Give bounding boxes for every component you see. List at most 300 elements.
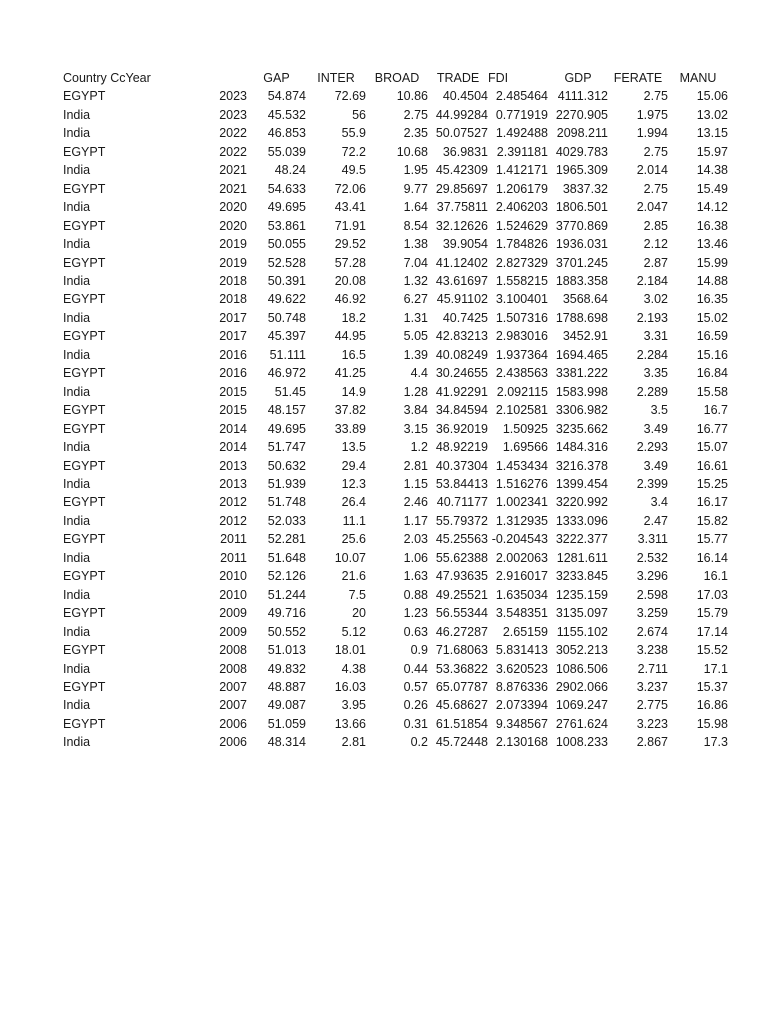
cell-country: India [63, 550, 91, 565]
cell-trade: 45.42309 [435, 163, 488, 178]
cell-gdp: 1086.506 [555, 661, 608, 676]
cell-gap: 51.059 [267, 716, 306, 731]
cell-country: EGYPT [63, 144, 106, 159]
cell-broad: 0.63 [403, 624, 428, 639]
cell-fdi: 1.412171 [495, 163, 548, 178]
cell-fdi: -0.204543 [491, 532, 548, 547]
cell-fdi: 1.69566 [502, 440, 548, 455]
cell-ferate: 2.867 [636, 735, 668, 750]
cell-ferate: 2.598 [636, 587, 668, 602]
table-row [63, 401, 728, 419]
cell-ferate: 3.238 [636, 643, 668, 658]
cell-year: 2021 [219, 163, 247, 178]
cell-inter: 21.6 [341, 569, 366, 584]
cell-manu: 15.49 [696, 181, 728, 196]
cell-ferate: 2.014 [636, 163, 668, 178]
cell-inter: 16.5 [341, 347, 366, 362]
cell-inter: 14.9 [341, 384, 366, 399]
cell-fdi: 1.50925 [502, 421, 548, 436]
cell-ferate: 2.184 [636, 273, 668, 288]
cell-gap: 52.126 [267, 569, 306, 584]
cell-inter: 25.6 [341, 532, 366, 547]
cell-inter: 2.81 [341, 735, 366, 750]
cell-fdi: 1.206179 [495, 181, 548, 196]
cell-country: EGYPT [63, 458, 106, 473]
cell-gap: 52.033 [267, 513, 306, 528]
table-row [63, 420, 728, 438]
table-row [63, 198, 728, 216]
cell-fdi: 2.485464 [495, 89, 548, 104]
cell-gap: 48.887 [267, 679, 306, 694]
cell-manu: 15.99 [696, 255, 728, 270]
cell-broad: 0.31 [403, 716, 428, 731]
cell-year: 2015 [219, 384, 247, 399]
cell-country: EGYPT [63, 292, 106, 307]
cell-manu: 15.82 [696, 513, 728, 528]
cell-manu: 13.46 [696, 237, 728, 252]
cell-year: 2022 [219, 144, 247, 159]
cell-gdp: 3135.097 [555, 606, 608, 621]
cell-country: EGYPT [63, 181, 106, 196]
cell-trade: 29.85697 [435, 181, 488, 196]
table-row [63, 254, 728, 272]
cell-manu: 16.17 [696, 495, 728, 510]
cell-manu: 15.52 [696, 643, 728, 658]
cell-trade: 53.36822 [435, 661, 488, 676]
cell-gap: 54.874 [267, 89, 306, 104]
cell-ferate: 2.289 [636, 384, 668, 399]
cell-inter: 49.5 [341, 163, 366, 178]
cell-trade: 49.25521 [435, 587, 488, 602]
cell-fdi: 1.635034 [495, 587, 548, 602]
cell-broad: 0.44 [403, 661, 428, 676]
cell-trade: 32.12626 [435, 218, 488, 233]
cell-year: 2012 [219, 495, 247, 510]
cell-gdp: 3306.982 [555, 403, 608, 418]
cell-fdi: 3.548351 [495, 606, 548, 621]
cell-gdp: 4111.312 [557, 89, 608, 104]
cell-country: EGYPT [63, 679, 106, 694]
cell-trade: 36.92019 [435, 421, 488, 436]
cell-ferate: 2.399 [636, 476, 668, 491]
cell-manu: 16.1 [703, 569, 728, 584]
cell-ferate: 2.75 [643, 89, 668, 104]
table-row [63, 715, 728, 733]
cell-year: 2014 [219, 440, 247, 455]
table-row [63, 143, 728, 161]
cell-gap: 55.039 [267, 144, 306, 159]
cell-gap: 51.013 [267, 643, 306, 658]
cell-gap: 52.528 [267, 255, 306, 270]
cell-ferate: 2.711 [637, 661, 668, 676]
cell-manu: 14.38 [696, 163, 728, 178]
table-row [63, 383, 728, 401]
table-row [63, 327, 728, 345]
cell-year: 2016 [219, 347, 247, 362]
cell-inter: 41.25 [334, 366, 366, 381]
cell-ferate: 2.775 [636, 698, 668, 713]
cell-gap: 51.748 [267, 495, 306, 510]
cell-gap: 48.314 [267, 735, 306, 750]
table-row [63, 641, 728, 659]
cell-gap: 45.397 [267, 329, 306, 344]
cell-gdp: 3452.91 [562, 329, 608, 344]
cell-manu: 16.77 [696, 421, 728, 436]
table-body [63, 87, 728, 751]
cell-trade: 55.79372 [435, 513, 488, 528]
cell-gdp: 3052.213 [555, 643, 608, 658]
cell-year: 2020 [219, 200, 247, 215]
table-row [63, 217, 728, 235]
cell-manu: 16.86 [696, 698, 728, 713]
cell-gap: 50.055 [267, 237, 306, 252]
header-broad: BROAD [374, 71, 420, 85]
cell-fdi: 3.100401 [495, 292, 548, 307]
cell-country: EGYPT [63, 403, 106, 418]
header-country: Country [63, 71, 107, 85]
table-row [63, 660, 728, 678]
cell-fdi: 0.771919 [495, 107, 548, 122]
table-row [63, 161, 728, 179]
table-row [63, 678, 728, 696]
cell-year: 2017 [219, 329, 247, 344]
cell-manu: 16.61 [696, 458, 728, 473]
cell-year: 2019 [219, 255, 247, 270]
cell-gdp: 2098.211 [556, 126, 608, 141]
cell-ferate: 3.223 [636, 716, 668, 731]
cell-broad: 6.27 [403, 292, 428, 307]
cell-broad: 1.95 [403, 163, 428, 178]
header-ccyear: CcYear [110, 71, 151, 85]
cell-ferate: 3.259 [636, 606, 668, 621]
cell-gap: 51.747 [267, 440, 306, 455]
cell-trade: 47.93635 [435, 569, 488, 584]
cell-year: 2020 [219, 218, 247, 233]
cell-gap: 51.648 [267, 550, 306, 565]
cell-trade: 40.4504 [442, 89, 488, 104]
cell-inter: 71.91 [334, 218, 366, 233]
cell-country: EGYPT [63, 329, 106, 344]
cell-country: India [63, 735, 91, 750]
cell-fdi: 2.983016 [495, 329, 548, 344]
cell-broad: 1.64 [403, 200, 428, 215]
cell-country: India [63, 476, 91, 491]
cell-country: EGYPT [63, 366, 106, 381]
cell-broad: 3.84 [403, 403, 428, 418]
cell-trade: 50.07527 [435, 126, 488, 141]
cell-broad: 1.31 [403, 310, 428, 325]
cell-gdp: 1155.102 [556, 624, 608, 639]
cell-trade: 48.92219 [435, 440, 488, 455]
cell-gap: 48.24 [274, 163, 306, 178]
cell-fdi: 2.406203 [495, 200, 548, 215]
cell-fdi: 2.130168 [495, 735, 548, 750]
cell-gap: 51.45 [274, 384, 306, 399]
cell-year: 2010 [219, 587, 247, 602]
cell-broad: 1.32 [403, 273, 428, 288]
cell-fdi: 2.073394 [495, 698, 548, 713]
cell-broad: 1.06 [403, 550, 428, 565]
cell-gdp: 2902.066 [555, 679, 608, 694]
cell-gdp: 3837.32 [562, 181, 608, 196]
cell-year: 2018 [219, 292, 247, 307]
cell-trade: 42.83213 [435, 329, 488, 344]
cell-gdp: 3216.378 [555, 458, 608, 473]
cell-country: EGYPT [63, 606, 106, 621]
cell-year: 2021 [219, 181, 247, 196]
cell-ferate: 3.237 [636, 679, 668, 694]
table-row [63, 87, 728, 105]
cell-fdi: 1.453434 [495, 458, 548, 473]
data-table [63, 69, 728, 752]
cell-year: 2008 [219, 661, 247, 676]
cell-fdi: 1.784826 [495, 237, 548, 252]
cell-gap: 50.748 [267, 310, 306, 325]
cell-broad: 0.88 [403, 587, 428, 602]
cell-inter: 20 [352, 606, 366, 621]
cell-year: 2023 [219, 89, 247, 104]
cell-gdp: 1936.031 [555, 237, 608, 252]
cell-gdp: 3222.377 [555, 532, 608, 547]
cell-trade: 45.72448 [435, 735, 488, 750]
cell-ferate: 1.975 [636, 107, 668, 122]
cell-gdp: 1583.998 [555, 384, 608, 399]
cell-manu: 16.38 [696, 218, 728, 233]
cell-country: India [63, 107, 91, 122]
cell-year: 2006 [219, 735, 247, 750]
cell-manu: 14.88 [696, 273, 728, 288]
cell-trade: 41.12402 [435, 255, 488, 270]
cell-country: India [63, 347, 91, 362]
cell-year: 2019 [219, 237, 247, 252]
cell-inter: 20.08 [334, 273, 366, 288]
cell-broad: 0.26 [403, 698, 428, 713]
cell-manu: 17.3 [703, 735, 728, 750]
cell-fdi: 5.831413 [495, 643, 548, 658]
cell-manu: 16.84 [696, 366, 728, 381]
cell-ferate: 2.75 [643, 144, 668, 159]
cell-fdi: 3.620523 [495, 661, 548, 676]
cell-trade: 36.9831 [442, 144, 488, 159]
cell-manu: 15.16 [696, 347, 728, 362]
cell-ferate: 3.35 [643, 366, 668, 381]
cell-trade: 40.37304 [435, 458, 488, 473]
cell-manu: 17.03 [696, 587, 728, 602]
cell-ferate: 2.85 [643, 218, 668, 233]
cell-gdp: 1806.501 [555, 200, 608, 215]
cell-gap: 45.532 [267, 107, 306, 122]
cell-broad: 2.35 [403, 126, 428, 141]
cell-fdi: 1.516276 [495, 476, 548, 491]
cell-broad: 2.75 [403, 107, 428, 122]
table-row [63, 623, 728, 641]
cell-country: India [63, 163, 91, 178]
table-row [63, 604, 728, 622]
cell-year: 2013 [219, 458, 247, 473]
cell-gdp: 3701.245 [555, 255, 608, 270]
cell-inter: 55.9 [341, 126, 366, 141]
cell-trade: 43.61697 [435, 273, 488, 288]
cell-broad: 3.15 [403, 421, 428, 436]
cell-country: EGYPT [63, 218, 106, 233]
cell-gap: 52.281 [267, 532, 306, 547]
cell-ferate: 2.284 [636, 347, 668, 362]
cell-manu: 13.02 [696, 107, 728, 122]
cell-inter: 4.38 [341, 661, 366, 676]
cell-gap: 49.716 [267, 606, 306, 621]
cell-gdp: 1694.465 [555, 347, 608, 362]
cell-country: India [63, 237, 91, 252]
table-row [63, 549, 728, 567]
cell-inter: 46.92 [334, 292, 366, 307]
cell-gdp: 1008.233 [555, 735, 608, 750]
cell-gap: 53.861 [267, 218, 306, 233]
cell-gap: 49.695 [267, 200, 306, 215]
cell-gdp: 3235.662 [555, 421, 608, 436]
header-manu: MANU [679, 71, 717, 85]
cell-gdp: 3568.64 [562, 292, 608, 307]
cell-fdi: 1.937364 [495, 347, 548, 362]
cell-fdi: 1.558215 [495, 273, 548, 288]
cell-gdp: 3220.992 [555, 495, 608, 510]
cell-ferate: 3.31 [643, 329, 668, 344]
cell-year: 2015 [219, 403, 247, 418]
cell-manu: 14.12 [696, 200, 728, 215]
cell-broad: 10.86 [396, 89, 428, 104]
cell-broad: 1.23 [403, 606, 428, 621]
cell-year: 2009 [219, 606, 247, 621]
cell-trade: 71.68063 [435, 643, 488, 658]
cell-manu: 16.14 [696, 550, 728, 565]
cell-inter: 18.2 [341, 310, 366, 325]
cell-gdp: 1788.698 [555, 310, 608, 325]
cell-gdp: 1883.358 [555, 273, 608, 288]
cell-inter: 13.66 [334, 716, 366, 731]
cell-inter: 33.89 [334, 421, 366, 436]
cell-ferate: 2.532 [636, 550, 668, 565]
cell-fdi: 1.507316 [495, 310, 548, 325]
cell-gdp: 2270.905 [555, 107, 608, 122]
cell-trade: 40.71177 [436, 495, 488, 510]
cell-gap: 48.157 [267, 403, 306, 418]
cell-manu: 17.14 [696, 624, 728, 639]
cell-gap: 51.244 [267, 587, 306, 602]
cell-gap: 51.111 [269, 347, 306, 362]
cell-trade: 55.62388 [435, 550, 488, 565]
cell-inter: 43.41 [334, 200, 366, 215]
table-row [63, 309, 728, 327]
cell-ferate: 2.674 [636, 624, 668, 639]
table-row [63, 290, 728, 308]
cell-country: India [63, 126, 91, 141]
cell-gdp: 1069.247 [555, 698, 608, 713]
cell-ferate: 3.311 [637, 532, 668, 547]
cell-gap: 50.391 [267, 273, 306, 288]
cell-fdi: 2.916017 [495, 569, 548, 584]
table-row [63, 235, 728, 253]
table-row [63, 530, 728, 548]
cell-trade: 39.9054 [442, 237, 488, 252]
cell-manu: 15.37 [696, 679, 728, 694]
cell-broad: 5.05 [403, 329, 428, 344]
cell-inter: 29.4 [341, 458, 366, 473]
cell-manu: 17.1 [703, 661, 728, 676]
cell-country: India [63, 698, 91, 713]
cell-manu: 15.06 [696, 89, 728, 104]
cell-gdp: 1333.096 [555, 513, 608, 528]
cell-year: 2017 [219, 310, 247, 325]
cell-gdp: 4029.783 [555, 144, 608, 159]
cell-inter: 11.1 [342, 513, 366, 528]
cell-trade: 37.75811 [436, 200, 488, 215]
cell-year: 2022 [219, 126, 247, 141]
cell-inter: 7.5 [348, 587, 366, 602]
cell-year: 2012 [219, 513, 247, 528]
cell-fdi: 2.092115 [496, 384, 548, 399]
cell-gdp: 1235.159 [555, 587, 608, 602]
cell-ferate: 3.49 [643, 458, 668, 473]
cell-ferate: 2.12 [643, 237, 668, 252]
cell-country: India [63, 273, 91, 288]
cell-fdi: 2.391181 [496, 144, 548, 159]
cell-ferate: 3.4 [650, 495, 668, 510]
cell-year: 2014 [219, 421, 247, 436]
cell-gdp: 1281.611 [556, 550, 608, 565]
table-row [63, 180, 728, 198]
header-inter: INTER [317, 71, 355, 85]
header-row [63, 69, 728, 87]
cell-gdp: 3770.869 [555, 218, 608, 233]
cell-broad: 1.15 [403, 476, 428, 491]
cell-broad: 0.57 [403, 679, 428, 694]
cell-broad: 2.81 [403, 458, 428, 473]
cell-broad: 2.46 [403, 495, 428, 510]
cell-country: India [63, 310, 91, 325]
cell-inter: 16.03 [334, 679, 366, 694]
cell-year: 2016 [219, 366, 247, 381]
cell-inter: 72.06 [334, 181, 366, 196]
cell-fdi: 8.876336 [495, 679, 548, 694]
cell-broad: 2.03 [403, 532, 428, 547]
cell-trade: 45.25563 [435, 532, 488, 547]
cell-inter: 3.95 [341, 698, 366, 713]
cell-manu: 15.79 [696, 606, 728, 621]
cell-trade: 46.27287 [435, 624, 488, 639]
cell-inter: 72.69 [334, 89, 366, 104]
cell-manu: 15.77 [696, 532, 728, 547]
cell-ferate: 3.296 [636, 569, 668, 584]
cell-manu: 15.98 [696, 716, 728, 731]
cell-inter: 72.2 [341, 144, 366, 159]
cell-trade: 61.51854 [435, 716, 488, 731]
cell-broad: 1.28 [403, 384, 428, 399]
cell-ferate: 2.047 [636, 200, 668, 215]
cell-gap: 46.853 [267, 126, 306, 141]
cell-broad: 9.77 [403, 181, 428, 196]
header-trade: TRADE [436, 71, 480, 85]
cell-country: EGYPT [63, 716, 106, 731]
cell-broad: 1.17 [403, 513, 428, 528]
cell-year: 2011 [220, 550, 247, 565]
cell-ferate: 1.994 [636, 126, 668, 141]
cell-year: 2023 [219, 107, 247, 122]
cell-gap: 46.972 [267, 366, 306, 381]
header-fdi: FDI [488, 71, 509, 85]
cell-fdi: 1.312935 [495, 513, 548, 528]
cell-country: EGYPT [63, 255, 106, 270]
cell-country: EGYPT [63, 495, 106, 510]
table-row [63, 457, 728, 475]
